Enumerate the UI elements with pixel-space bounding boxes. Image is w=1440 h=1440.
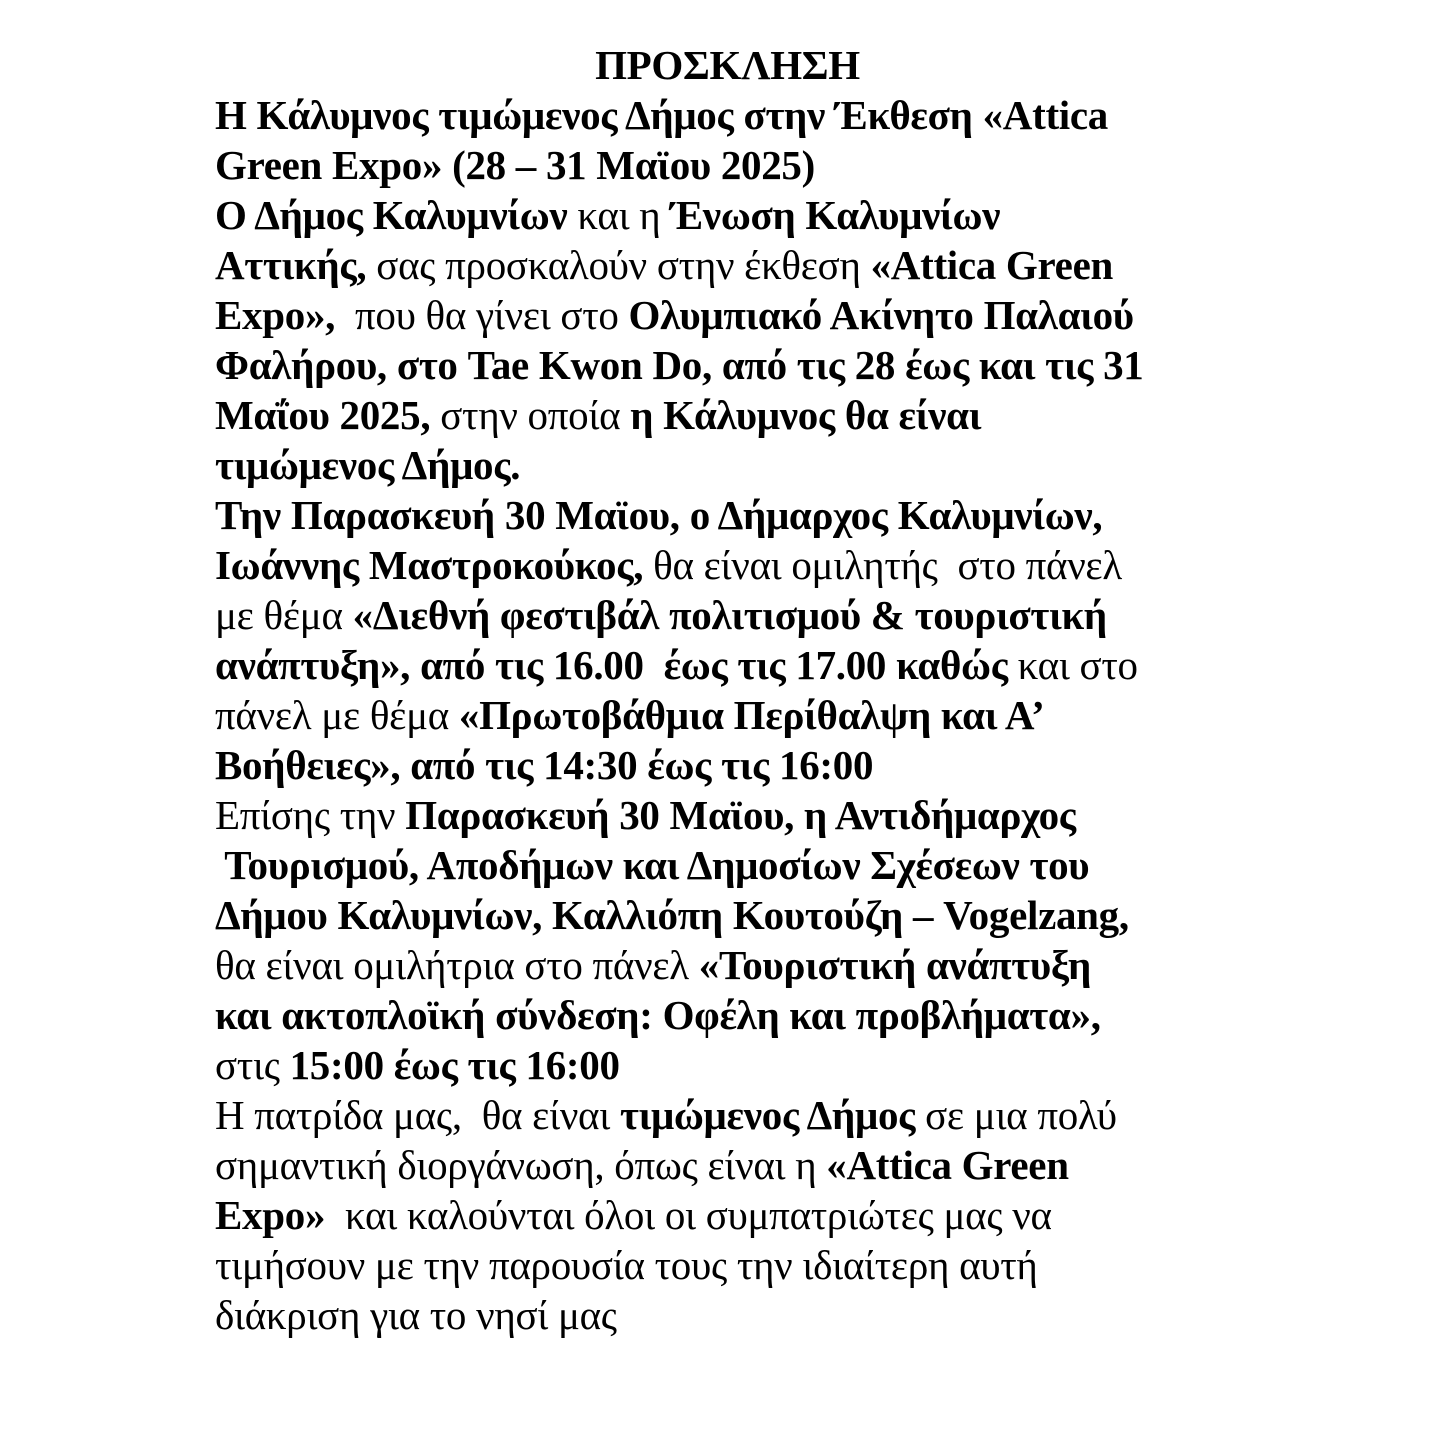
text-segment: «Διεθνή φεστιβάλ πολιτισμού & τουριστική <box>352 592 1107 638</box>
text-segment: στην οποία <box>430 392 631 438</box>
text-segment: Η πατρίδα μας, θα είναι <box>215 1092 620 1138</box>
text-segment: Expo», <box>215 292 336 338</box>
text-line <box>215 640 1240 690</box>
text-segment: «Attica Green <box>826 1142 1069 1188</box>
text-segment: Ιωάννης Μαστροκούκος, <box>215 542 644 588</box>
text-segment: Επίσης την <box>215 792 406 838</box>
text-segment: η Κάλυμνος θα είναι <box>630 392 982 438</box>
text-segment: 15:00 έως τις 16:00 <box>289 1042 620 1088</box>
text-segment: Ένωση Καλυμνίων <box>670 192 1001 238</box>
text-line <box>215 740 1240 790</box>
text-line <box>215 140 1240 190</box>
text-line <box>215 340 1240 390</box>
text-segment: «Τουριστική ανάπτυξη <box>698 942 1091 988</box>
text-line <box>215 1190 1240 1240</box>
text-segment: τιμώμενος Δήμος. <box>215 442 521 488</box>
text-segment: Ολυμπιακό Ακίνητο Παλαιού <box>628 292 1134 338</box>
text-segment: διάκριση για το νησί μας <box>215 1292 617 1338</box>
document-body <box>215 90 1240 1340</box>
text-line <box>215 190 1240 240</box>
document-title: ΠΡΟΣΚΛΗΣΗ <box>595 42 860 88</box>
text-segment: Τουρισμού, Αποδήμων και Δημοσίων Σχέσεων του <box>215 842 1090 888</box>
text-line <box>215 290 1240 340</box>
text-segment: τιμήσουν με την παρουσία τους την ιδιαίτερη αυτή <box>215 1242 1038 1288</box>
text-segment: πάνελ με θέμα <box>215 692 459 738</box>
text-line <box>215 390 1240 440</box>
text-line <box>215 490 1240 540</box>
text-segment: Δήμου Καλυμνίων, Καλλιόπη Κουτούζη – Vogelzang, <box>215 892 1129 938</box>
text-segment: και η <box>567 192 671 238</box>
text-segment: με θέμα <box>215 592 353 638</box>
text-line <box>215 540 1240 590</box>
text-segment: Expo» <box>215 1192 326 1238</box>
text-segment: Ο Δήμος Καλυμνίων <box>215 192 568 238</box>
text-line <box>215 90 1240 140</box>
text-segment: και στο <box>1007 642 1138 688</box>
text-segment: σας προσκαλούν στην έκθεση <box>366 242 871 288</box>
text-line <box>215 990 1240 1040</box>
text-line <box>215 890 1240 940</box>
text-line <box>215 440 1240 490</box>
text-segment: Μαΐου 2025, <box>215 392 431 438</box>
text-line <box>215 940 1240 990</box>
text-segment: Η Κάλυμνος τιμώμενος Δήμος στην Έκθεση «Attica <box>215 92 1108 138</box>
text-segment: Την Παρασκευή 30 Μαϊου, ο Δήμαρχος Καλυμνίων, <box>215 492 1103 538</box>
text-line <box>215 590 1240 640</box>
text-line <box>215 1040 1240 1090</box>
text-segment: που θα γίνει στο <box>335 292 629 338</box>
text-segment: και καλούνται όλοι οι συμπατριώτες μας να <box>325 1192 1052 1238</box>
text-segment: «Attica Green <box>870 242 1113 288</box>
text-segment: «Πρωτοβάθμια Περίθαλψη και Α’ <box>458 692 1045 738</box>
text-line <box>215 690 1240 740</box>
text-segment: σημαντική διοργάνωση, όπως είναι η <box>215 1142 827 1188</box>
text-segment: τιμώμενος Δήμος <box>619 1092 916 1138</box>
text-segment: στις <box>215 1042 290 1088</box>
text-segment: Παρασκευή 30 Μαϊου, η Αντιδήμαρχος <box>405 792 1076 838</box>
text-segment: Green Expo» (28 – 31 Μαϊου 2025) <box>215 142 815 188</box>
text-segment: Βοήθειες», από τις 14:30 έως τις 16:00 <box>215 742 874 788</box>
text-line <box>215 790 1240 840</box>
document-content <box>215 40 1240 1340</box>
text-segment: θα είναι ομιλητής στο πάνελ <box>643 542 1122 588</box>
text-segment: θα είναι ομιλήτρια στο πάνελ <box>215 942 699 988</box>
text-line <box>215 1290 1240 1340</box>
text-line <box>215 240 1240 290</box>
text-line <box>215 840 1240 890</box>
text-segment: και ακτοπλοϊκή σύνδεση: Οφέλη και προβλήματα», <box>215 992 1101 1038</box>
text-line <box>215 1240 1240 1290</box>
text-line <box>215 1140 1240 1190</box>
text-segment: ανάπτυξη», από τις 16.00 έως τις 17.00 καθώς <box>215 642 1008 688</box>
text-segment: Φαλήρου, στο Tae Kwon Do, από τις 28 έως και τις 31 <box>215 342 1144 388</box>
text-segment: σε μια πολύ <box>915 1092 1117 1138</box>
text-segment: Αττικής, <box>215 242 367 288</box>
text-line <box>215 1090 1240 1140</box>
